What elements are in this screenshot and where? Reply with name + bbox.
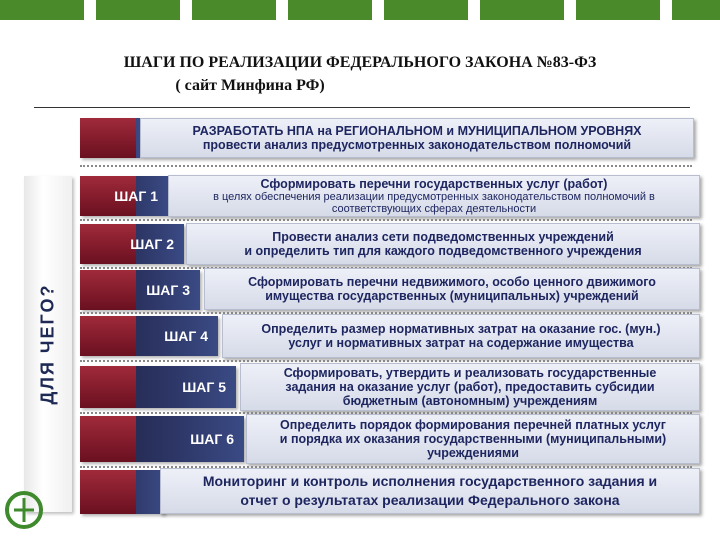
step-4-label: ШАГ 4 <box>164 328 208 344</box>
step-3-label: ШАГ 3 <box>146 282 190 298</box>
step-2-label: ШАГ 2 <box>130 236 174 252</box>
side-label-panel <box>24 176 72 512</box>
header-line-1: РАЗРАБОТАТЬ НПА на РЕГИОНАЛЬНОМ и МУНИЦИПАЛЬНОМ УРОВНЯХ <box>192 124 642 138</box>
step-1-line-2: в целях обеспечения реализации предусмотренных законодательством полномочий в <box>213 191 655 203</box>
step-1-line-3: соответствующих сферах деятельности <box>331 203 537 215</box>
header-box <box>140 118 694 158</box>
step-5-line-2: задания на оказание услуг (работ), предоставить субсидии <box>285 380 655 394</box>
step-1-box <box>168 175 700 217</box>
step-6-line-3: учреждениями <box>427 446 519 460</box>
step-5-line-3: бюджетным (автономным) учреждениям <box>342 394 598 408</box>
side-label: ДЛЯ ЧЕГО? <box>37 283 58 405</box>
footer-line-2: отчет о результатах реализации Федерального закона <box>240 492 620 508</box>
step-6-label: ШАГ 6 <box>190 431 234 447</box>
step-5-line-1: Сформировать, утвердить и реализовать государственные <box>283 366 657 380</box>
footer-box <box>160 468 700 514</box>
step-1-line-1: Сформировать перечни государственных услуг (работ) <box>260 177 608 191</box>
header-step-bar <box>80 118 140 158</box>
divider <box>80 360 692 362</box>
top-decor-bar <box>0 0 720 20</box>
step-4-line-1: Определить размер нормативных затрат на оказание гос. (мун.) <box>261 322 661 336</box>
step-1-label: ШАГ 1 <box>114 188 158 204</box>
step-3-box <box>204 268 700 310</box>
slide-title: ШАГИ ПО РЕАЛИЗАЦИИ ФЕДЕРАЛЬНОГО ЗАКОНА №83-ФЗ <box>123 54 597 71</box>
step-2-line-2: и определить тип для каждого подведомственного учреждения <box>244 244 642 258</box>
step-2-line-1: Провести анализ сети подведомственных учреждений <box>272 230 614 244</box>
divider <box>80 165 692 167</box>
divider <box>80 219 692 221</box>
footer-step-bar <box>80 470 164 514</box>
step-6-bar <box>80 416 244 462</box>
step-3-line-1: Сформировать перечни недвижимого, особо ценного движимого <box>248 275 656 289</box>
step-3-line-2: имущества государственных (муниципальных) учреждений <box>265 289 639 303</box>
step-3-bar <box>80 270 200 310</box>
footer-line-1: Мониторинг и контроль исполнения государственного задания и <box>202 473 658 489</box>
step-5-bar <box>80 366 236 408</box>
step-2-box <box>186 223 700 265</box>
step-4-line-2: услуг и нормативных затрат на содержание имущества <box>288 336 634 350</box>
step-5-box <box>240 363 700 411</box>
slide-subtitle: ( сайт Минфина РФ) <box>175 77 325 94</box>
step-2-bar <box>80 224 184 264</box>
step-5-label: ШАГ 5 <box>182 379 226 395</box>
title-divider <box>34 107 690 108</box>
step-1-bar <box>80 176 168 216</box>
step-6-line-2: и порядка их оказания государственными (муниципальными) <box>279 432 667 446</box>
step-6-line-1: Определить порядок формирования перечней платных услуг <box>280 418 666 432</box>
logo-icon <box>4 480 44 538</box>
step-6-box <box>246 414 700 464</box>
header-line-2: провести анализ предусмотренных законодательством полномочий <box>202 138 632 152</box>
step-4-box <box>222 314 700 358</box>
step-4-bar <box>80 316 218 356</box>
